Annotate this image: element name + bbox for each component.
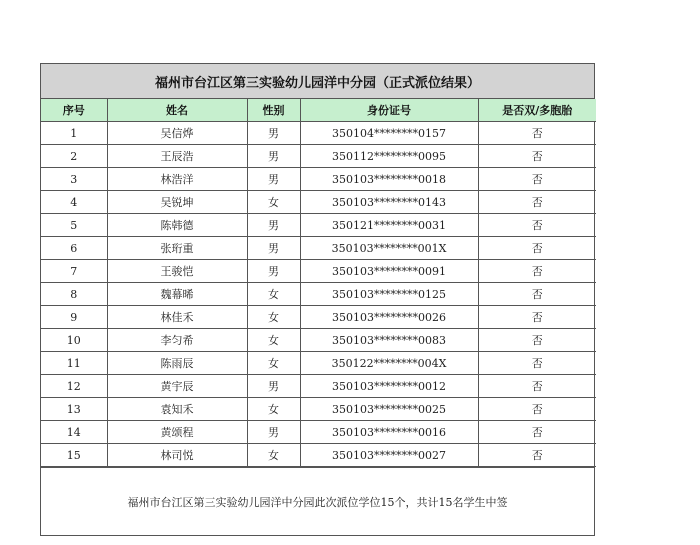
cell-gender: 女: [247, 444, 300, 467]
cell-gender: 男: [247, 260, 300, 283]
cell-id-number: 350103********0083: [300, 329, 478, 352]
result-sheet: [40, 63, 595, 536]
table-row: [41, 375, 596, 398]
header-row: [41, 99, 596, 122]
cell-name: 陈雨辰: [107, 352, 247, 375]
col-header-gender: 性别: [247, 99, 300, 122]
cell-index: 1: [41, 122, 107, 145]
cell-name: 袁知禾: [107, 398, 247, 421]
cell-gender: 男: [247, 168, 300, 191]
cell-index: 15: [41, 444, 107, 467]
cell-id-number: 350103********001X: [300, 237, 478, 260]
cell-index: 2: [41, 145, 107, 168]
cell-index: 14: [41, 421, 107, 444]
table-row: [41, 306, 596, 329]
table-row: [41, 214, 596, 237]
cell-twins: 否: [478, 352, 596, 375]
cell-name: 黄颂程: [107, 421, 247, 444]
sheet-title: 福州市台江区第三实验幼儿园洋中分园（正式派位结果）: [41, 64, 594, 99]
cell-gender: 男: [247, 421, 300, 444]
cell-name: 李匀希: [107, 329, 247, 352]
table-row: [41, 352, 596, 375]
cell-twins: 否: [478, 306, 596, 329]
cell-id-number: 350122********004X: [300, 352, 478, 375]
cell-index: 7: [41, 260, 107, 283]
cell-twins: 否: [478, 122, 596, 145]
col-header-index: 序号: [41, 99, 107, 122]
table-row: [41, 260, 596, 283]
cell-twins: 否: [478, 421, 596, 444]
table-row: [41, 421, 596, 444]
table-row: [41, 122, 596, 145]
cell-gender: 男: [247, 122, 300, 145]
cell-name: 陈韩德: [107, 214, 247, 237]
table-body: [41, 122, 596, 467]
cell-name: 魏幕晞: [107, 283, 247, 306]
cell-gender: 男: [247, 145, 300, 168]
cell-gender: 女: [247, 191, 300, 214]
cell-id-number: 350112********0095: [300, 145, 478, 168]
cell-name: 王骏恺: [107, 260, 247, 283]
col-header-twins: 是否双/多胞胎: [478, 99, 596, 122]
cell-name: 张珩重: [107, 237, 247, 260]
cell-gender: 女: [247, 283, 300, 306]
cell-id-number: 350103********0143: [300, 191, 478, 214]
cell-gender: 男: [247, 214, 300, 237]
table-row: [41, 444, 596, 467]
cell-gender: 男: [247, 237, 300, 260]
cell-id-number: 350103********0125: [300, 283, 478, 306]
cell-id-number: 350121********0031: [300, 214, 478, 237]
cell-index: 11: [41, 352, 107, 375]
cell-id-number: 350103********0012: [300, 375, 478, 398]
cell-id-number: 350103********0025: [300, 398, 478, 421]
result-table: [41, 99, 596, 467]
cell-name: 王辰浩: [107, 145, 247, 168]
cell-name: 黄宇辰: [107, 375, 247, 398]
cell-twins: 否: [478, 283, 596, 306]
cell-name: 吴信烨: [107, 122, 247, 145]
cell-name: 林司悦: [107, 444, 247, 467]
table-row: [41, 283, 596, 306]
cell-twins: 否: [478, 237, 596, 260]
cell-id-number: 350103********0016: [300, 421, 478, 444]
cell-gender: 女: [247, 352, 300, 375]
cell-name: 林佳禾: [107, 306, 247, 329]
table-row: [41, 168, 596, 191]
cell-index: 10: [41, 329, 107, 352]
cell-gender: 男: [247, 375, 300, 398]
cell-id-number: 350103********0026: [300, 306, 478, 329]
cell-name: 林浩洋: [107, 168, 247, 191]
col-header-name: 姓名: [107, 99, 247, 122]
cell-index: 6: [41, 237, 107, 260]
table-row: [41, 191, 596, 214]
cell-index: 8: [41, 283, 107, 306]
cell-name: 吴锐坤: [107, 191, 247, 214]
cell-id-number: 350103********0091: [300, 260, 478, 283]
cell-twins: 否: [478, 145, 596, 168]
col-header-id: 身份证号: [300, 99, 478, 122]
cell-id-number: 350103********0027: [300, 444, 478, 467]
cell-twins: 否: [478, 444, 596, 467]
cell-twins: 否: [478, 375, 596, 398]
cell-gender: 女: [247, 329, 300, 352]
table-row: [41, 398, 596, 421]
cell-gender: 女: [247, 398, 300, 421]
table-row: [41, 237, 596, 260]
cell-index: 13: [41, 398, 107, 421]
cell-twins: 否: [478, 260, 596, 283]
cell-gender: 女: [247, 306, 300, 329]
summary-footer: 福州市台江区第三实验幼儿园洋中分园此次派位学位15个，共计15名学生中签: [41, 467, 594, 535]
cell-index: 4: [41, 191, 107, 214]
table-row: [41, 329, 596, 352]
table-row: [41, 145, 596, 168]
cell-index: 3: [41, 168, 107, 191]
cell-id-number: 350104********0157: [300, 122, 478, 145]
cell-id-number: 350103********0018: [300, 168, 478, 191]
cell-twins: 否: [478, 398, 596, 421]
cell-index: 9: [41, 306, 107, 329]
cell-twins: 否: [478, 191, 596, 214]
cell-twins: 否: [478, 329, 596, 352]
cell-twins: 否: [478, 168, 596, 191]
cell-twins: 否: [478, 214, 596, 237]
cell-index: 12: [41, 375, 107, 398]
cell-index: 5: [41, 214, 107, 237]
